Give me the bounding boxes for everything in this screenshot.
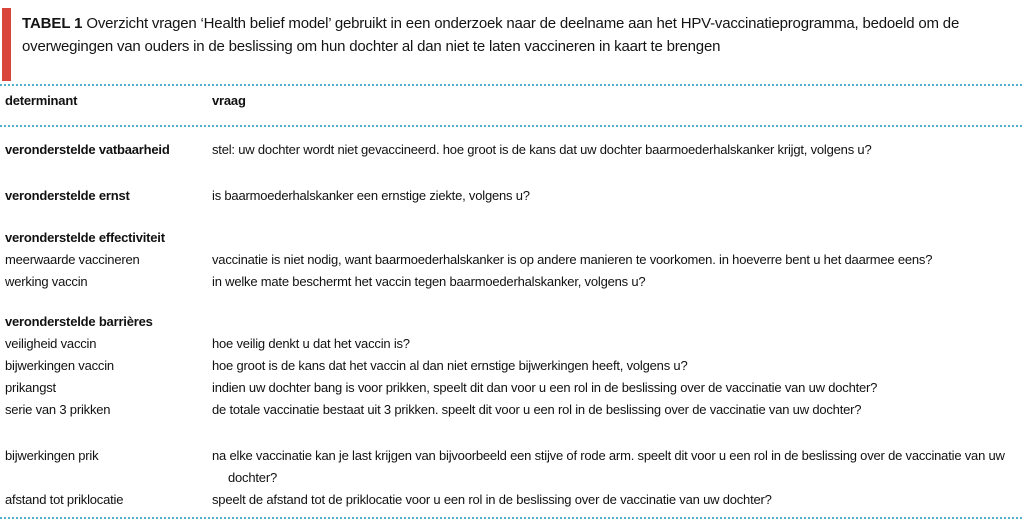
vraag-cell: hoe groot is de kans dat het vaccin al dan niet ernstige bijwerkingen heeft, volgens u? — [212, 358, 688, 373]
vraag-cell — [212, 311, 1020, 333]
vraag-cell: in welke mate beschermt het vaccin tegen baarmoederhalskanker, volgens u? — [212, 274, 646, 289]
table-row — [0, 271, 1024, 293]
table-row — [0, 377, 1024, 399]
divider-dotted-top — [0, 84, 1024, 86]
table-row — [0, 333, 1024, 355]
column-header-vraag: vraag — [212, 93, 246, 108]
table-row — [0, 185, 1024, 207]
table-caption-label: TABEL 1 — [22, 15, 83, 32]
determinant-cell: veronderstelde barrières — [5, 314, 153, 329]
determinant-cell: meerwaarde vaccineren — [5, 252, 140, 267]
vraag-cell: de totale vaccinatie bestaat uit 3 prikken. speelt dit voor u een rol in de beslissing over de vaccinatie van uw dochter? — [212, 402, 862, 417]
table-row — [0, 445, 1024, 489]
table-row section-header — [0, 227, 1024, 249]
vraag-cell: na elke vaccinatie kan je last krijgen van bijvoorbeeld een stijve of rode arm. speelt dit voor u een rol in de beslissing over de vaccinatie van uw dochter? — [212, 448, 1005, 485]
table-row — [0, 399, 1024, 421]
table-row — [0, 489, 1024, 511]
vraag-cell: hoe veilig denkt u dat het vaccin is? — [212, 336, 410, 351]
determinant-cell: bijwerkingen vaccin — [5, 358, 114, 373]
table-caption-text: Overzicht vragen ‘Health belief model’ gebruikt in een onderzoek naar de deelname aan het HPV-vaccinatieprogramma, bedoeld om de overwegingen van ouders in de beslissing om hun dochter al dan niet te laten vaccineren in kaart te brengen — [22, 15, 960, 55]
divider-dotted-bottom — [0, 517, 1024, 519]
table-row — [0, 249, 1024, 271]
determinant-cell: bijwerkingen prik — [5, 448, 99, 463]
table-body — [0, 127, 1024, 511]
determinant-cell: veiligheid vaccin — [5, 336, 97, 351]
vraag-cell: speelt de afstand tot de priklocatie voor u een rol in de beslissing over de vaccinatie van uw dochter? — [212, 492, 772, 507]
determinant-cell: veronderstelde effectiviteit — [5, 230, 165, 245]
determinant-cell: veronderstelde ernst — [5, 188, 130, 203]
vraag-cell — [212, 227, 1020, 249]
table-header-row — [0, 90, 1024, 112]
table-accent-bar — [2, 8, 11, 81]
table-row — [0, 139, 1024, 161]
determinant-cell: afstand tot priklocatie — [5, 492, 124, 507]
table-caption — [22, 12, 1010, 58]
column-header-determinant: determinant — [5, 93, 78, 108]
table-row section-header — [0, 311, 1024, 333]
vraag-cell: stel: uw dochter wordt niet gevaccineerd. hoe groot is de kans dat uw dochter baarmoederhalskanker krijgt, volgens u? — [212, 142, 872, 157]
determinant-cell: veronderstelde vatbaarheid — [5, 142, 170, 157]
vraag-cell: is baarmoederhalskanker een ernstige ziekte, volgens u? — [212, 188, 530, 203]
determinant-cell: werking vaccin — [5, 274, 88, 289]
determinant-cell: prikangst — [5, 380, 56, 395]
vraag-cell: indien uw dochter bang is voor prikken, speelt dit dan voor u een rol in de beslissing over de vaccinatie van uw dochter? — [212, 380, 878, 395]
determinant-cell: serie van 3 prikken — [5, 402, 111, 417]
vraag-cell: vaccinatie is niet nodig, want baarmoederhalskanker is op andere manieren te voorkomen. in hoeverre bent u het daarmee eens? — [212, 252, 933, 267]
table-row — [0, 355, 1024, 377]
